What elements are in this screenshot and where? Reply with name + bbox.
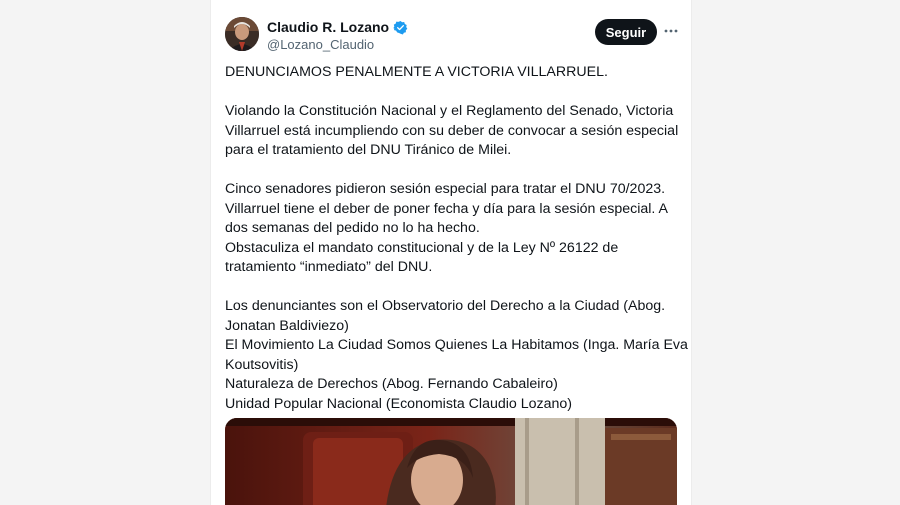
tweet-line: dos semanas del pedido no lo ha hecho. xyxy=(225,220,480,236)
tweet-paragraph xyxy=(225,63,680,83)
tweet-media-image[interactable] xyxy=(225,418,677,505)
tweet-line: tratamiento “inmediato” del DNU. xyxy=(225,259,433,275)
tweet-line: Violando la Constitución Nacional y el Reglamento del Senado, Victoria xyxy=(225,103,674,119)
tweet-paragraph xyxy=(225,297,688,414)
follow-button[interactable]: Seguir xyxy=(595,19,657,45)
tweet-paragraph xyxy=(225,102,680,161)
more-options-icon[interactable] xyxy=(663,22,679,40)
author-name-row xyxy=(267,19,408,35)
tweet-line: Los denunciantes son el Observatorio del Derecho a la Ciudad (Abog. xyxy=(225,298,666,314)
tweet-line: Villarruel tiene el deber de poner fecha y día para la sesión especial. A xyxy=(225,200,668,217)
tweet-line: Villarruel está incumpliendo con su deber de convocar a sesión especial xyxy=(225,122,679,139)
tweet-line: DENUNCIAMOS PENALMENTE A VICTORIA VILLARRUEL. xyxy=(225,64,608,80)
tweet-line: para el tratamiento del DNU Tiránico de Milei. xyxy=(225,142,512,158)
tweet-line: Unidad Popular Nacional (Economista Claudio Lozano) xyxy=(225,395,573,412)
tweet-line: Obstaculiza el mandato constitucional y de la Ley Nº 26122 de xyxy=(225,239,619,256)
tweet-card xyxy=(210,0,692,505)
tweet-line: El Movimiento La Ciudad Somos Quienes La Habitamos (Inga. María Eva xyxy=(225,337,688,353)
tweet-text xyxy=(225,63,688,434)
tweet-line: Cinco senadores pidieron sesión especial para tratar el DNU 70/2023. xyxy=(225,181,666,197)
author-avatar[interactable] xyxy=(225,17,259,51)
tweet-line: Koutsovitis) xyxy=(225,356,299,373)
verified-badge-icon xyxy=(393,20,408,35)
tweet-line: Jonatan Baldiviezo) xyxy=(225,317,349,334)
tweet-line: Naturaleza de Derechos (Abog. Fernando Cabaleiro) xyxy=(225,376,558,392)
author-display-name[interactable]: Claudio R. Lozano xyxy=(267,19,390,35)
tweet-paragraph xyxy=(225,180,680,278)
author-handle[interactable]: @Lozano_Claudio xyxy=(267,37,375,52)
